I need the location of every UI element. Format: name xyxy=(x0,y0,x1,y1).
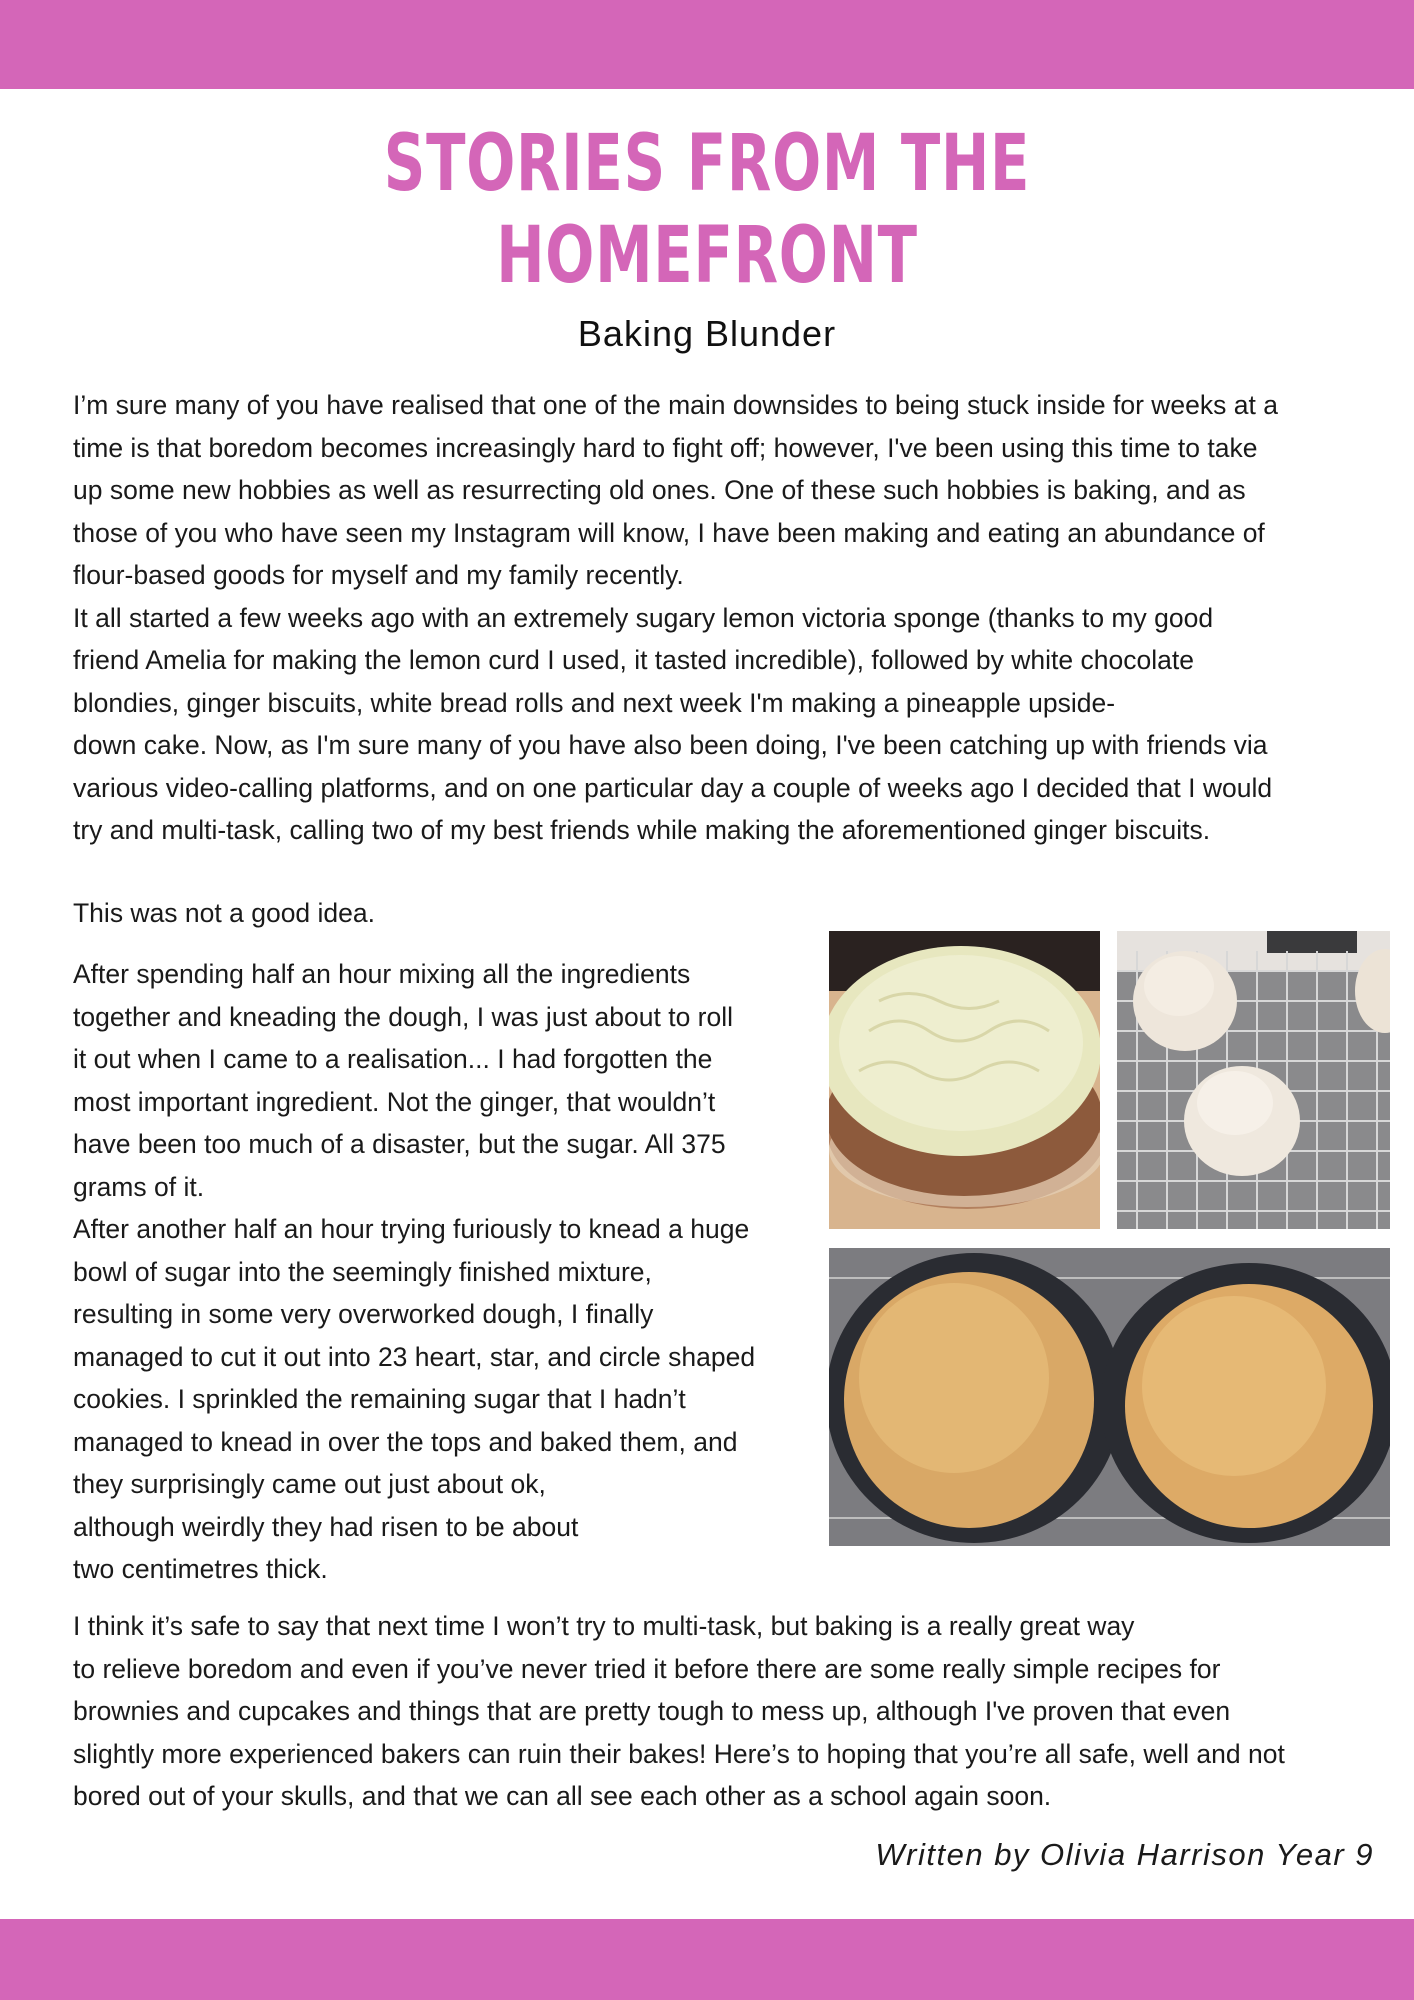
closing-line: slightly more experienced bakers can ruin their bakes! Here’s to hoping that you’re all safe, well and not xyxy=(73,1738,1285,1769)
middle-line: bowl of sugar into the seemingly finished mixture, xyxy=(73,1256,652,1287)
intro-line: friend Amelia for making the lemon curd I used, it tasted incredible), followed by white chocolate xyxy=(73,645,1194,675)
closing-line: I think it’s safe to say that next time I won’t try to multi-task, but baking is a really great way xyxy=(73,1611,1135,1641)
middle-line: managed to knead in over the tops and baked them, and xyxy=(73,1426,738,1457)
middle-line: grams of it. xyxy=(73,1171,205,1202)
closing-line: bored out of your skulls, and that we can all see each other as a school again soon. xyxy=(73,1781,1052,1811)
closing-line: to relieve boredom and even if you’ve never tried it before there are some really simple recipes for xyxy=(73,1653,1221,1684)
intro-line: I’m sure many of you have realised that one of the main downsides to being stuck inside for weeks at a xyxy=(73,390,1278,420)
top-band xyxy=(0,0,1414,89)
short-line: This was not a good idea. xyxy=(73,898,375,928)
middle-line: have been too much of a disaster, but the sugar. All 375 xyxy=(73,1129,726,1159)
intro-line: time is that boredom becomes increasingly hard to fight off; however, I've been using this time to take xyxy=(73,432,1258,463)
byline: Written by Olivia Harrison Year 9 xyxy=(875,1837,1374,1872)
intro-line: those of you who have seen my Instagram will know, I have been making and eating an abundance of xyxy=(73,517,1265,548)
closing-paragraph xyxy=(73,1605,1285,1818)
middle-line: cookies. I sprinkled the remaining sugar that I hadn’t xyxy=(73,1384,686,1414)
middle-line: resulting in some very overworked dough, I finally xyxy=(73,1299,654,1329)
intro-line: try and multi-task, calling two of my best friends while making the aforementioned ginger biscuits. xyxy=(73,815,1211,845)
intro-line: It all started a few weeks ago with an extremely sugary lemon victoria sponge (thanks to my good xyxy=(73,602,1214,633)
page-title xyxy=(184,118,1230,302)
bottom-band xyxy=(0,1919,1414,2000)
title-line-1: STORIES FROM THE xyxy=(383,119,1031,209)
intro-line: various video-calling platforms, and on one particular day a couple of weeks ago I decided that I would xyxy=(73,772,1273,803)
intro-line: down cake. Now, as I'm sure many of you have also been doing, I've been catching up with friends via xyxy=(73,730,1268,760)
middle-line: After another half an hour trying furiously to knead a huge xyxy=(73,1214,750,1244)
middle-line: together and kneading the dough, I was just about to roll xyxy=(73,1001,734,1032)
middle-line: although weirdly they had risen to be about xyxy=(73,1511,579,1542)
lemon-sponge-cake-photo xyxy=(829,931,1100,1229)
middle-line: managed to cut it out into 23 heart, star, and circle shaped xyxy=(73,1341,756,1372)
intro-line: up some new hobbies as well as resurrecting old ones. One of these such hobbies is baking, and as xyxy=(73,475,1246,505)
closing-line: brownies and cupcakes and things that are pretty tough to mess up, although I've proven that even xyxy=(73,1696,1231,1726)
intro-line: flour-based goods for myself and my family recently. xyxy=(73,560,684,590)
middle-line: most important ingredient. Not the ginger, that wouldn’t xyxy=(73,1086,716,1117)
title-line-2: HOMEFRONT xyxy=(496,211,918,301)
intro-paragraph xyxy=(73,384,1278,852)
middle-paragraph xyxy=(73,953,755,1591)
middle-line: two centimetres thick. xyxy=(73,1554,328,1584)
intro-line: blondies, ginger biscuits, white bread rolls and next week I'm making a pineapple upside- xyxy=(73,687,1116,718)
middle-line: After spending half an hour mixing all the ingredients xyxy=(73,959,691,989)
bread-rolls-on-rack-photo xyxy=(1117,931,1390,1229)
article-subtitle: Baking Blunder xyxy=(577,313,837,354)
middle-line: it out when I came to a realisation... I had forgotten the xyxy=(73,1044,713,1074)
middle-line: they surprisingly came out just about ok, xyxy=(73,1469,546,1499)
sponges-in-tins-photo xyxy=(829,1248,1390,1546)
